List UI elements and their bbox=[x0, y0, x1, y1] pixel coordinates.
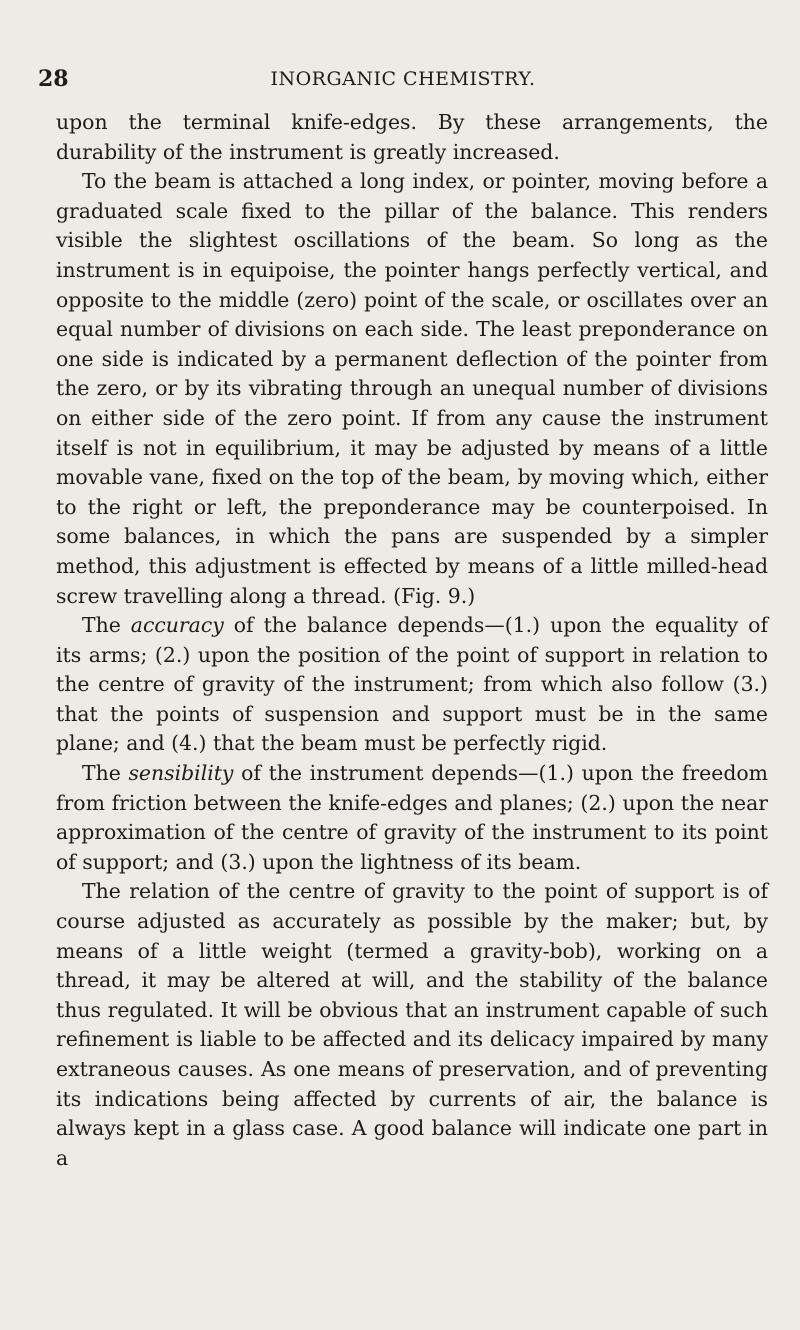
paragraph-gravity-bob: The relation of the centre of gravity to the point of support is of course adjusted as accurately as possible by the maker; but, by means of a little weight (termed a gravity-bob), working on a thread, it may be altered at will, and the stability of the balance thus regulated. It will be obvious that an instrument capable of such refinement is liable to be affected and its delicacy impaired by many extraneous causes. As one means of preservation, and of preventing its indications being affected by currents of air, the balance is always kept in a glass case. A good balance will indicate one part in a bbox=[56, 879, 768, 1170]
page-header bbox=[38, 66, 768, 96]
accuracy-term: accuracy bbox=[130, 613, 224, 638]
sensibility-term: sensibility bbox=[128, 761, 234, 786]
paragraph-accuracy bbox=[56, 611, 768, 759]
paragraph-pointer: To the beam is attached a long index, or pointer, moving before a graduated scale fixed to the pillar of the balance. This renders visible the slightest oscillations of the beam. So long as the instrument is in equipoise, the pointer hangs perfectly vertical, and opposite to the middle (zero) point of the scale, or oscillates over an equal number of divisions on each side. The least preponderance on one side is indicated by a permanent deflection of the pointer from the zero, or by its vibrating through an unequal number of divisions on either side of the zero point. If from any cause the instrument itself is not in equilibrium, it may be adjusted by means of a little movable vane, fixed on the top of the beam, by moving which, either to the right or left, the preponderance may be counterpoised. In some balances, in which the pans are suspended by a simpler method, this adjustment is effected by means of a little milled-head screw travelling along a thread. (Fig. 9.) bbox=[56, 169, 768, 608]
sensibility-text: of the instrument depends—(1.) upon the freedom from friction between the knife-edges and planes; (2.) upon the near approximation of the centre of gravity of the instrument to its point of support; and (3.) upon the lightness of its beam. bbox=[56, 761, 768, 874]
paragraph-sensibility bbox=[56, 759, 768, 877]
body-text bbox=[56, 108, 768, 1173]
running-title: INORGANIC CHEMISTRY. bbox=[270, 68, 536, 90]
accuracy-text: of the balance depends—(1.) upon the equality of its arms; (2.) upon the position of the point of support in relation to the centre of gravity of the instrument; from which also follow (3.) that the points of suspension and support must be in the same plane; and (4.) that the beam must be perfectly rigid. bbox=[56, 613, 768, 756]
sensibility-lead: The bbox=[82, 761, 129, 786]
accuracy-lead: The bbox=[82, 613, 131, 638]
page-number: 28 bbox=[38, 66, 69, 92]
paragraph-knife-edges: upon the terminal knife-edges. By these arrangements, the durability of the instrument is greatly increased. bbox=[56, 110, 768, 164]
